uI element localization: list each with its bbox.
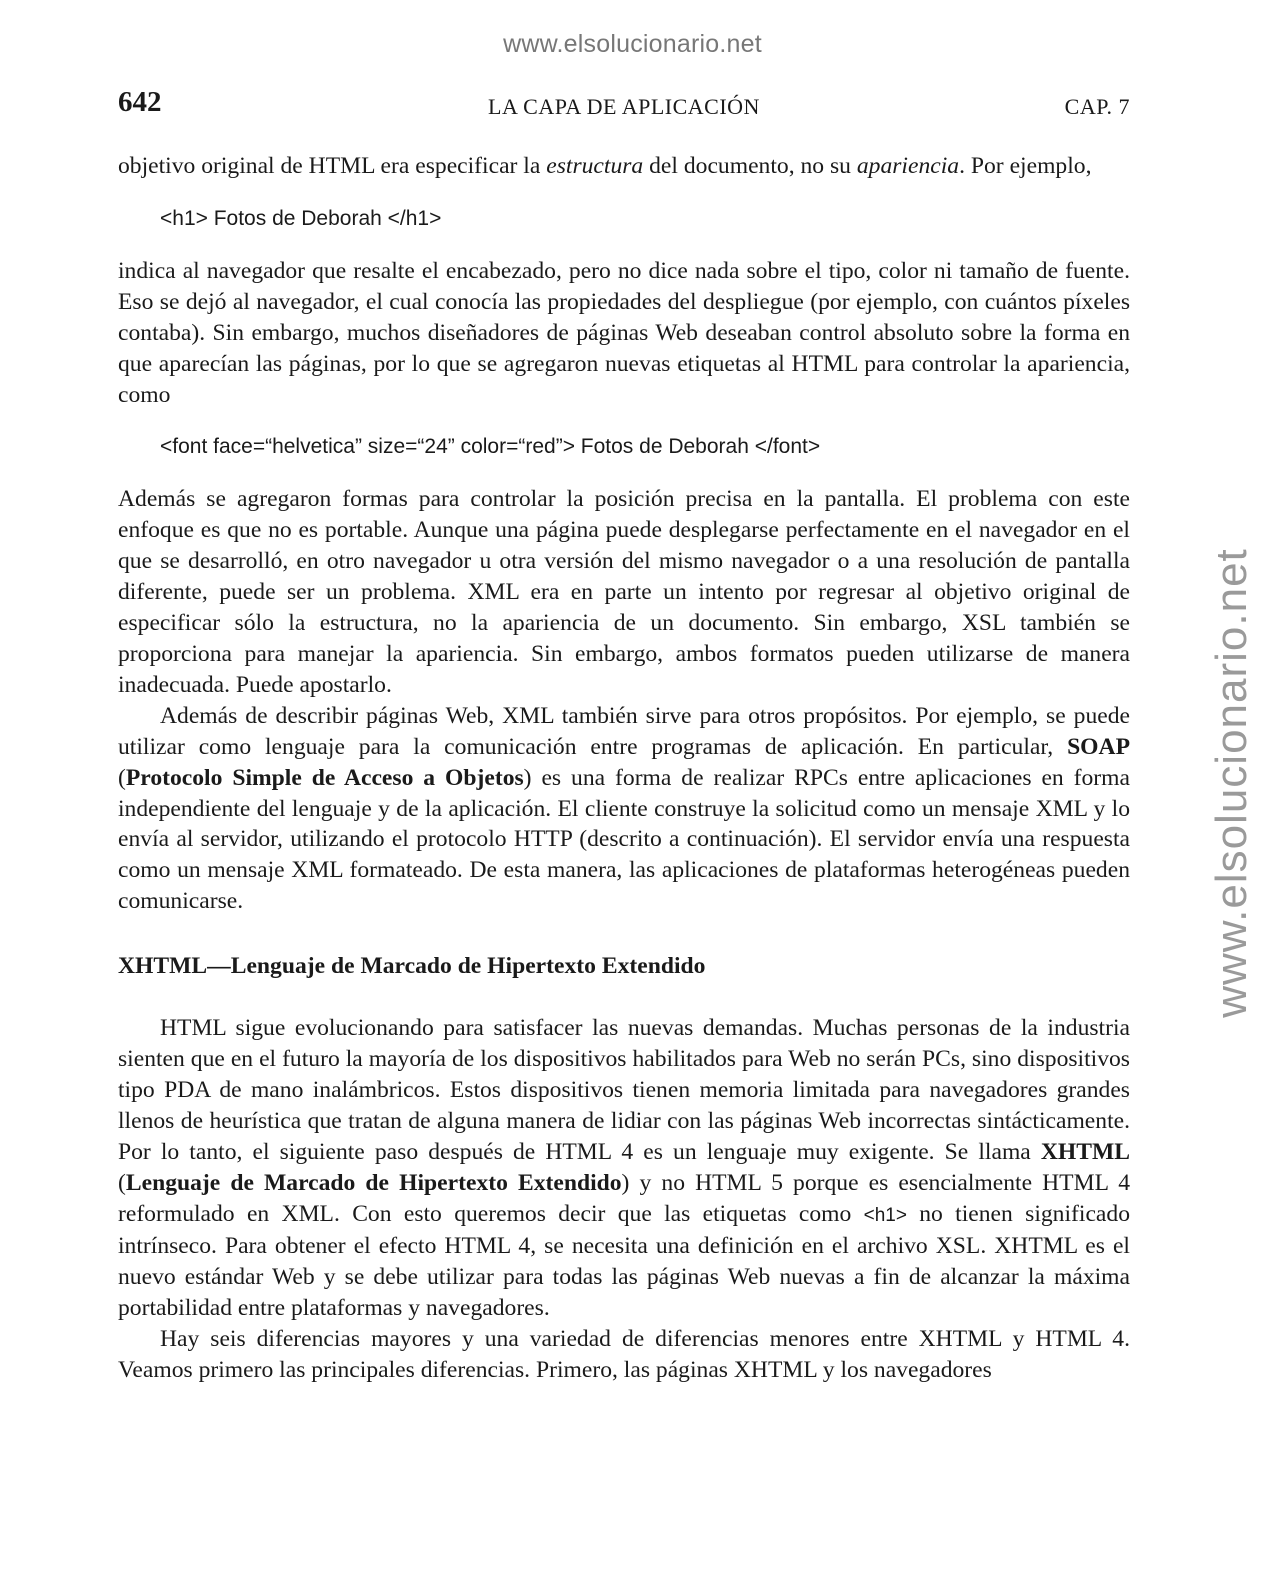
paragraph-1-text-c: . Por ejemplo, [959,153,1092,179]
paragraph-4-text-b: ( [118,764,126,791]
paragraph-6: Hay seis diferencias mayores y una variedad de diferencias menores entre XHTML y HTML 4. Veamos primero las principales diferencias. Primero, las páginas XHTML y los navegadores [118,1326,1130,1384]
paragraph-5-text-b: ( [118,1169,126,1196]
bold-soap: SOAP [1067,733,1130,760]
emphasis-estructura: estructura [546,153,644,179]
paragraph-2: indica al navegador que resalte el encabezado, pero no dice nada sobre el tipo, color ni tamaño de fuente. Eso se dejó al navegador, el cual conocía las propiedades del despliegue (por ejemplo, con cuántos píxeles contaba). Sin embargo, muchos diseñadores de páginas Web deseaban control absoluto sobre la forma en que aparecían las páginas, por lo que se agregaron nuevas etiquetas al HTML para controlar la apariencia, como [118,257,1130,408]
bold-xhtml-expansion: Lenguaje de Marcado de Hipertexto Extendido [125,1169,622,1196]
paragraph-1-text-a: objetivo original de HTML era especificar la [118,153,547,179]
paragraph-5-text-c: ) y no HTML 5 porque es esencialmente HTML 4 reformulado en XML. Con esto queremos decir que las etiquetas como [118,1169,1130,1227]
paragraph-1 [118,151,1130,182]
bold-soap-expansion: Protocolo Simple de Acceso a Objetos [125,764,524,791]
paragraph-4-text-c: ) es una forma de realizar RPCs entre aplicaciones en forma independiente del lenguaje y de la aplicación. El cliente construye la solicitud como un mensaje XML y lo envía al servidor, utilizando el protocolo HTTP (descrito a continuación). El servidor envía una respuesta como un mensaje XML formateado. De esta manera, las aplicaciones de plataformas heterogéneas pueden comunicarse. [118,764,1130,915]
paragraph-3: Además se agregaron formas para controlar la posición precisa en la pantalla. El problema con este enfoque es que no es portable. Aunque una página puede desplegarse perfectamente en el navegador en el que se desarrolló, en otro navegador u otra versión del mismo navegador o a una resolución de pantalla diferente, puede ser un problema. XML era en parte un intento por regresar al objetivo original de especificar sólo la estructura, no la apariencia de un documento. Sin embargo, XSL también se proporciona para manejar la apariencia. Sin embargo, ambos formatos pueden utilizarse de manera inadecuada. Puede apostarlo. [118,486,1130,698]
watermark-side: www.elsolucionario.net [1207,548,1256,1018]
inline-code-h1: <h1> [863,1204,907,1226]
chapter-title: LA CAPA DE APLICACIÓN [488,94,760,119]
running-head [118,86,1130,126]
paragraph-1-text-b: del documento, no su [643,153,857,179]
page-content [118,151,1130,1386]
bold-xhtml: XHTML [1040,1138,1130,1165]
paragraph-5 [118,1013,1130,1324]
code-example-h1: <h1> Fotos de Deborah </h1> [160,206,442,230]
watermark-top: www.elsolucionario.net [503,30,762,58]
emphasis-apariencia: apariencia [856,153,960,179]
section-heading: XHTML—Lenguaje de Marcado de Hipertexto Extendido [118,953,706,980]
page-number: 642 [118,86,162,118]
paragraph-4-text-a: Además de describir páginas Web, XML también sirve para otros propósitos. Por ejemplo, se puede utilizar como lenguaje para la comunicación entre programas de aplicación. En particular, [118,702,1130,760]
code-example-font: <font face=“helvetica” size=“24” color=“red”> Fotos de Deborah </font> [160,435,821,459]
paragraph-5-text-a: HTML sigue evolucionando para satisfacer las nuevas demandas. Muchas personas de la industria sienten que en el futuro la mayoría de los dispositivos habilitados para Web no serán PCs, sino dispositivos tipo PDA de mano inalámbricos. Estos dispositivos tienen memoria limitada para navegadores grandes llenos de heurística que tratan de alguna manera de lidiar con las páginas Web incorrectas sintácticamente. Por lo tanto, el siguiente paso después de HTML 4 es un lenguaje muy exigente. Se llama [118,1015,1130,1165]
paragraph-4 [118,701,1130,917]
chapter-label: CAP. 7 [1064,94,1130,119]
paragraph-5-text-d: no tienen significado intrínseco. Para obtener el efecto HTML 4, se necesita una definición en el archivo XSL. XHTML es el nuevo estándar Web y se debe utilizar para todas las páginas Web nuevas a fin de alcanzar la máxima portabilidad entre plataformas y navegadores. [118,1200,1130,1322]
